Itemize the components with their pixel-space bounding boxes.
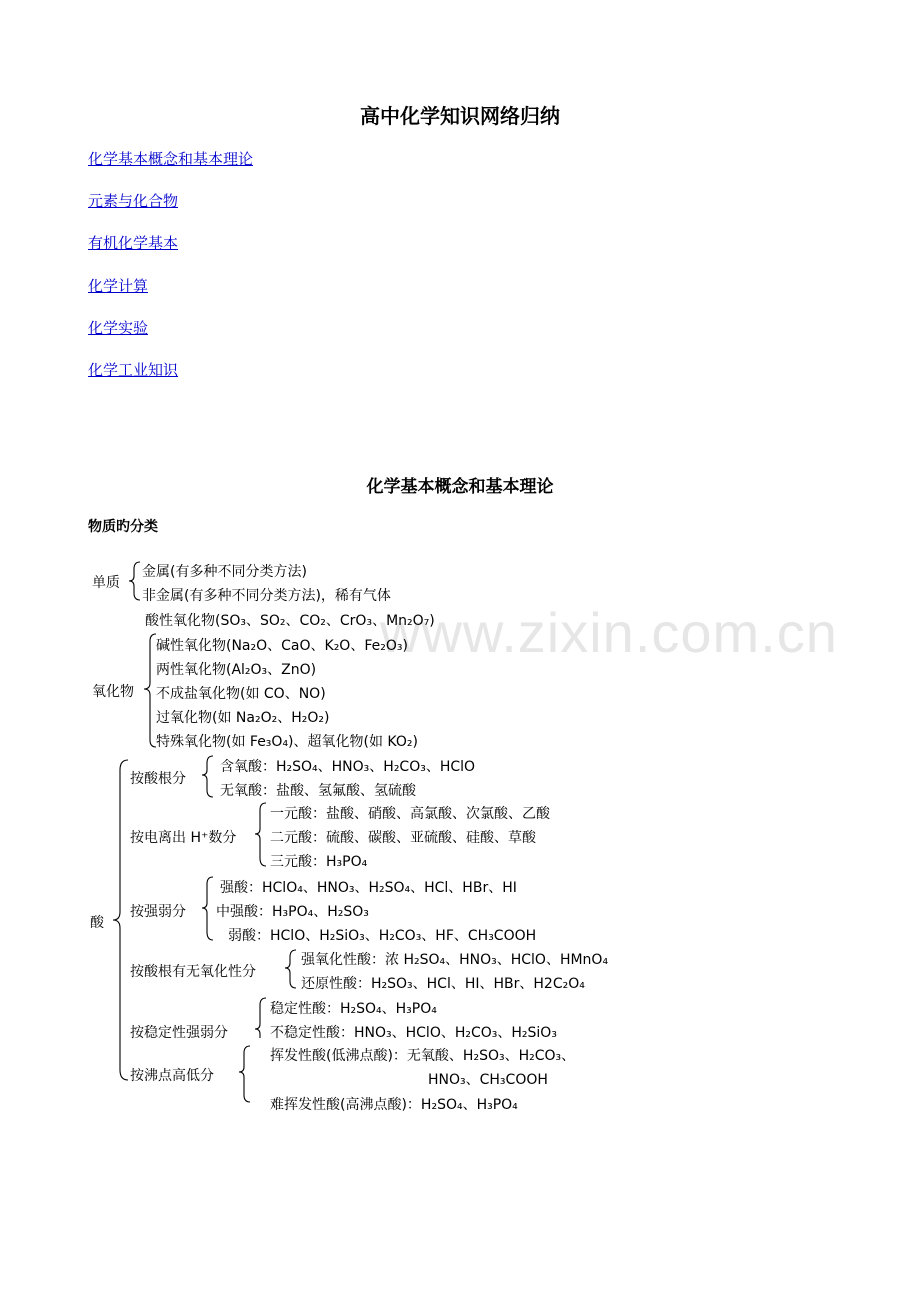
acid-group-by-oxidizing: 按酸根有无氧化性分 — [130, 964, 256, 980]
tree-item-acidic-oxide: 酸性氧化物(SO₃、SO₂、CO₂、CrO₃、Mn₂O₇) — [145, 613, 435, 629]
acid-item-nonvolatile: 难挥发性酸(高沸点酸)：H₂SO₄、H₃PO₄ — [270, 1097, 518, 1113]
tree-item-metal: 金属(有多种不同分类方法) — [142, 564, 307, 580]
acid-item-stable: 稳定性酸：H₂SO₄、H₃PO₄ — [270, 1001, 437, 1017]
acid-item-hydracid: 无氧酸：盐酸、氢氟酸、氢硫酸 — [220, 783, 416, 799]
section-title: 化学基本概念和基本理论 — [366, 477, 554, 497]
tree-label-oxide: 氧化物 — [92, 684, 134, 700]
acid-item-oxyacid: 含氧酸：H₂SO₄、HNO₃、H₂CO₃、HClO — [220, 759, 476, 775]
toc-link-chemical-calculation[interactable]: 化学计算 — [88, 277, 149, 295]
acid-group-by-protons: 按电离出 H⁺数分 — [130, 830, 237, 846]
acid-item-volatile: 挥发性酸(低沸点酸)：无氧酸、H₂SO₃、H₂CO₃、 — [270, 1048, 576, 1064]
tree-item-nonmetal: 非金属(有多种不同分类方法)，稀有气体 — [142, 588, 391, 604]
tree-item-special-oxide: 特殊氧化物(如 Fe₃O₄)、超氧化物(如 KO₂) — [156, 734, 418, 750]
subsection-title: 物质旳分类 — [88, 519, 158, 535]
tree-item-neutral-oxide: 不成盐氧化物(如 CO、NO) — [156, 686, 326, 702]
toc-link-basic-concepts[interactable]: 化学基本概念和基本理论 — [88, 150, 254, 168]
acid-group-by-radical: 按酸根分 — [130, 771, 186, 787]
acid-group-by-stability: 按稳定性强弱分 — [130, 1025, 228, 1041]
tree-item-amphoteric-oxide: 两性氧化物(Al₂O₃、ZnO) — [156, 662, 317, 678]
toc-link-organic-chemistry[interactable]: 有机化学基本 — [88, 234, 179, 252]
tree-item-basic-oxide: 碱性氧化物(Na₂O、CaO、K₂O、Fe₂O₃) — [156, 638, 408, 654]
acid-item-unstable: 不稳定性酸：HNO₃、HClO、H₂CO₃、H₂SiO₃ — [270, 1025, 557, 1041]
acid-item-monoprotic: 一元酸：盐酸、硝酸、高氯酸、次氯酸、乙酸 — [270, 806, 550, 822]
acid-item-reducing: 还原性酸：H₂SO₃、HCl、HI、HBr、H2C₂O₄ — [301, 976, 585, 992]
tree-label-acid: 酸 — [90, 915, 104, 931]
toc-link-chemical-experiment[interactable]: 化学实验 — [88, 319, 149, 337]
page-title: 高中化学知识网络归纳 — [360, 104, 560, 128]
acid-item-weak: 弱酸：HClO、H₂SiO₃、H₂CO₃、HF、CH₃COOH — [228, 928, 537, 944]
acid-item-volatile-cont: HNO₃、CH₃COOH — [428, 1072, 548, 1088]
toc-link-chemical-industry[interactable]: 化学工业知识 — [88, 361, 179, 379]
acid-item-medium: 中强酸：H₃PO₄、H₂SO₃ — [216, 904, 369, 920]
acid-item-triprotic: 三元酸：H₃PO₄ — [270, 854, 368, 870]
acid-group-by-strength: 按强弱分 — [130, 904, 186, 920]
tree-label-element: 单质 — [92, 575, 120, 591]
acid-item-strong: 强酸：HClO₄、HNO₃、H₂SO₄、HCl、HBr、HI — [220, 880, 517, 896]
toc-link-elements-compounds[interactable]: 元素与化合物 — [88, 192, 179, 210]
acid-group-by-boiling: 按沸点高低分 — [130, 1068, 214, 1084]
acid-item-oxidizing: 强氧化性酸：浓 H₂SO₄、HNO₃、HClO、HMnO₄ — [301, 952, 609, 968]
tree-item-peroxide: 过氧化物(如 Na₂O₂、H₂O₂) — [156, 710, 330, 726]
acid-item-diprotic: 二元酸：硫酸、碳酸、亚硫酸、硅酸、草酸 — [270, 830, 536, 846]
watermark: www.zixin.com.cn — [380, 601, 838, 664]
